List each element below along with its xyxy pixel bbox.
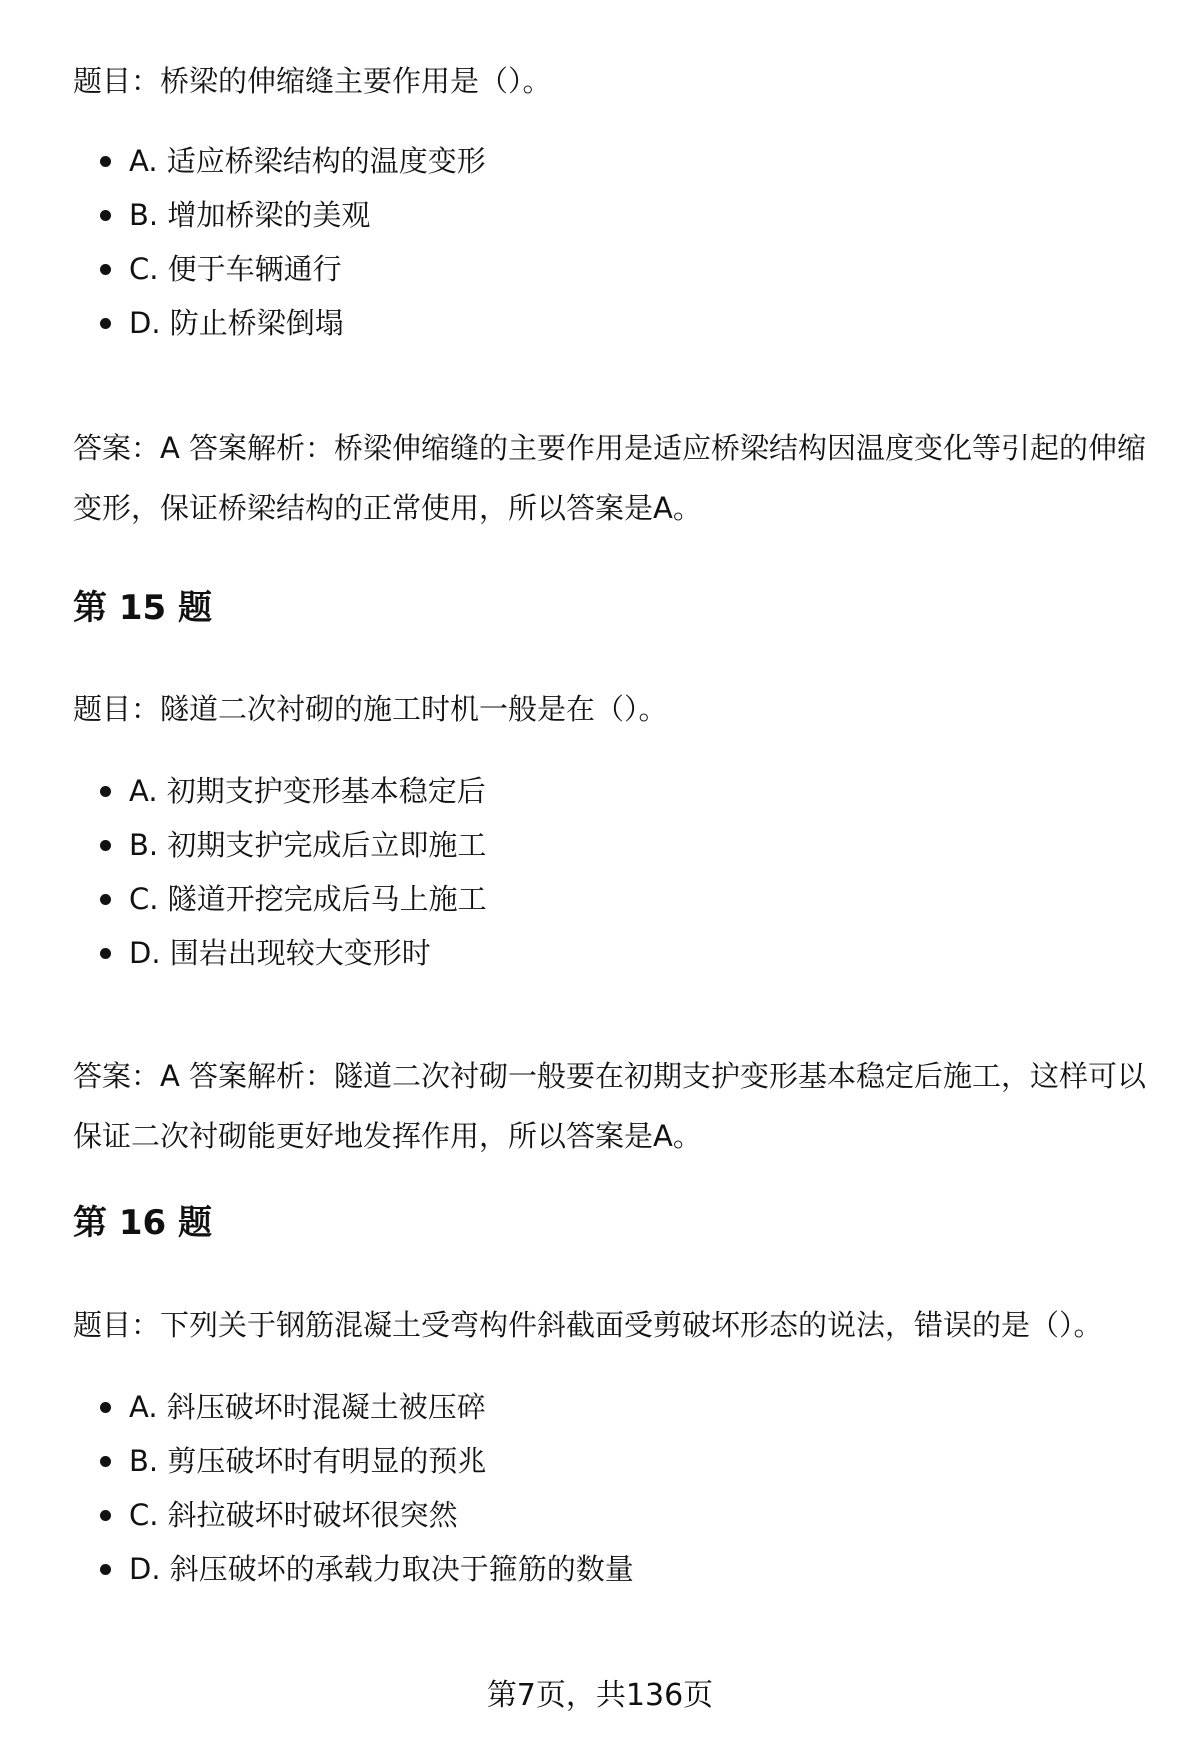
option-text: C. 隧道开挖完成后马上施工 — [129, 882, 487, 916]
option-text: D. 防止桥梁倒塌 — [129, 306, 344, 340]
option-text: C. 便于车辆通行 — [129, 252, 342, 286]
option-item — [73, 825, 1148, 865]
option-item — [73, 195, 1148, 235]
option-item — [73, 1387, 1148, 1427]
option-text: A. 适应桥梁结构的温度变形 — [129, 144, 486, 178]
question-16-heading: 第 16 题 — [73, 1203, 212, 1243]
question-15-text: 题目：隧道二次衬砌的施工时机一般是在（）。 — [73, 692, 668, 726]
question-16-options — [73, 1387, 1148, 1589]
bullet-icon — [100, 894, 111, 905]
question-16-text: 题目：下列关于钢筋混凝土受弯构件斜截面受剪破坏形态的说法，错误的是（）。 — [73, 1308, 1103, 1342]
option-item — [73, 1549, 1148, 1589]
bullet-icon — [100, 1510, 111, 1521]
bullet-icon — [100, 210, 111, 221]
option-item — [73, 879, 1148, 919]
option-item — [73, 1441, 1148, 1481]
option-text: B. 增加桥梁的美观 — [129, 198, 371, 232]
bullet-icon — [100, 318, 111, 329]
option-item — [73, 771, 1148, 811]
option-text: C. 斜拉破坏时破坏很突然 — [129, 1498, 458, 1532]
bullet-icon — [100, 786, 111, 797]
bullet-icon — [100, 264, 111, 275]
option-text: D. 围岩出现较大变形时 — [129, 936, 431, 970]
option-text: B. 初期支护完成后立即施工 — [129, 828, 487, 862]
option-item — [73, 249, 1148, 289]
question-15-options — [73, 771, 1148, 973]
option-item — [73, 1495, 1148, 1535]
bullet-icon — [100, 1456, 111, 1467]
question-14-options — [73, 141, 1148, 343]
question-14-text: 题目：桥梁的伸缩缝主要作用是（）。 — [73, 64, 552, 98]
question-14-answer: 答案：A 答案解析：桥梁伸缩缝的主要作用是适应桥梁结构因温度变化等引起的伸缩变形，保证桥梁结构的正常使用，所以答案是A。 — [73, 431, 1147, 525]
option-item — [73, 141, 1148, 181]
bullet-icon — [100, 1402, 111, 1413]
option-item — [73, 933, 1148, 973]
question-15-heading: 第 15 题 — [73, 588, 212, 628]
question-15-answer: 答案：A 答案解析：隧道二次衬砌一般要在初期支护变形基本稳定后施工，这样可以保证二次衬砌能更好地发挥作用，所以答案是A。 — [73, 1059, 1147, 1153]
option-text: A. 斜压破坏时混凝土被压碎 — [129, 1390, 486, 1424]
option-item — [73, 303, 1148, 343]
option-text: B. 剪压破坏时有明显的预兆 — [129, 1444, 487, 1478]
bullet-icon — [100, 840, 111, 851]
bullet-icon — [100, 948, 111, 959]
option-text: A. 初期支护变形基本稳定后 — [129, 774, 486, 808]
bullet-icon — [100, 156, 111, 167]
option-text: D. 斜压破坏的承载力取决于箍筋的数量 — [129, 1552, 634, 1586]
bullet-icon — [100, 1564, 111, 1575]
page-number-footer: 第7页，共136页 — [486, 1678, 714, 1713]
